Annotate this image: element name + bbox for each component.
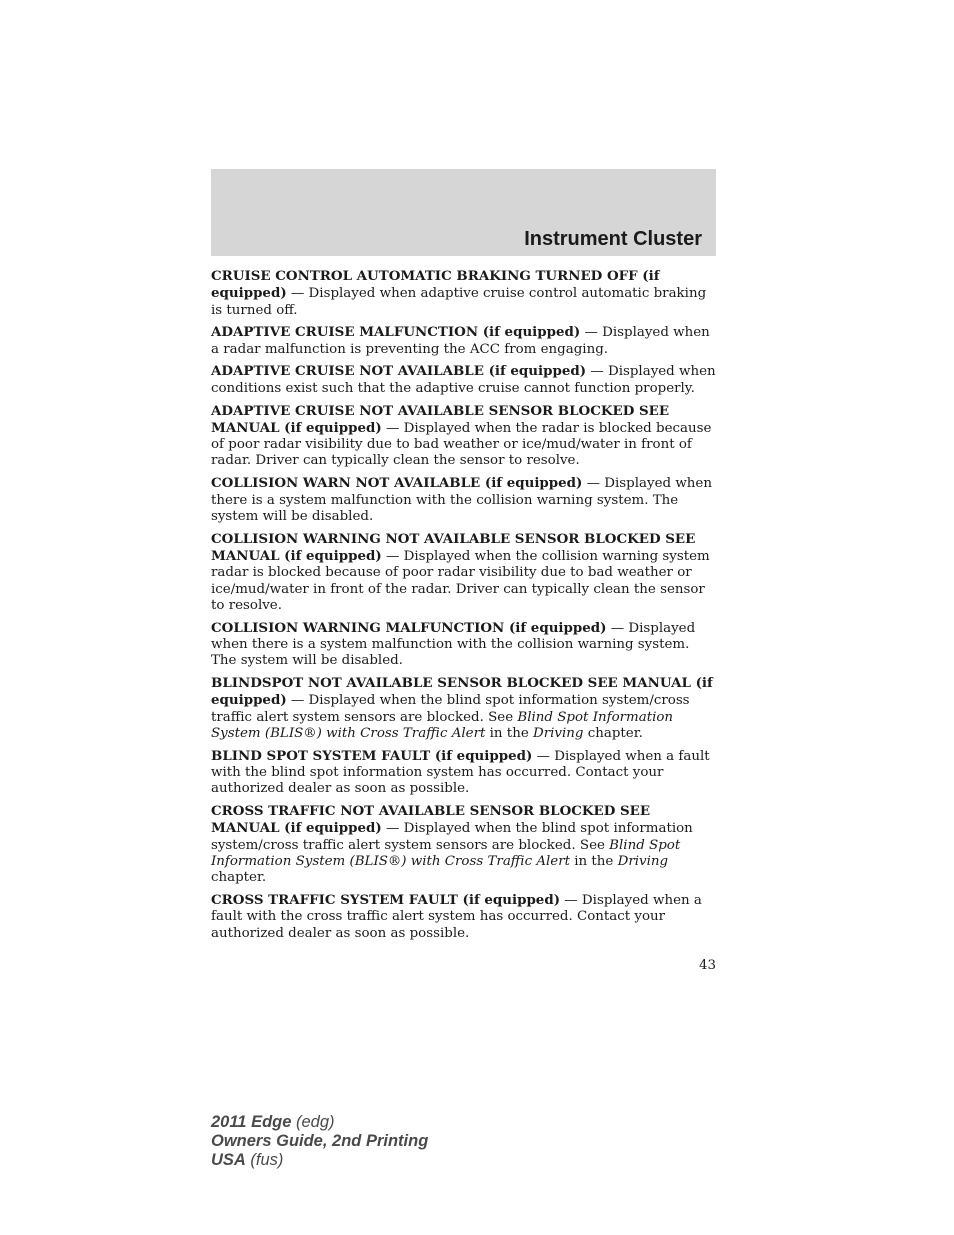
message-entry <box>211 475 716 525</box>
cross-reference-chapter: Driving <box>533 725 584 741</box>
message-description: — Displayed when a fault with the blind spot information system has occurred. Contact your authorized dealer as soon as possible. <box>211 748 710 797</box>
document-footer <box>211 1113 428 1170</box>
message-description: — Displayed when conditions exist such that the adaptive cruise cannot function properly. <box>211 364 716 396</box>
message-term: COLLISION WARNING NOT AVAILABLE SENSOR BLOCKED SEE MANUAL (if equipped) <box>211 530 696 564</box>
message-entry <box>211 892 716 942</box>
message-term: CROSS TRAFFIC SYSTEM FAULT (if equipped) <box>211 892 561 909</box>
message-term: CROSS TRAFFIC NOT AVAILABLE SENSOR BLOCKED SEE MANUAL (if equipped) <box>211 803 651 837</box>
footer-market: USA <box>211 1151 246 1169</box>
message-description: — Displayed when the blind spot information system/cross traffic alert system sensors are blocked. See <box>211 693 690 725</box>
cross-reference-tail: chapter. <box>211 870 267 886</box>
message-entry <box>211 748 716 798</box>
section-header-band <box>211 169 716 256</box>
message-term: BLIND SPOT SYSTEM FAULT (if equipped) <box>211 747 533 764</box>
footer-market-code: (fus) <box>245 1151 284 1169</box>
cross-reference-section: Blind Spot Information System (BLIS®) with Cross Traffic Alert <box>211 709 674 741</box>
message-description: — Displayed when a fault with the cross traffic alert system has occurred. Contact your authorized dealer as soon as possible. <box>211 893 702 941</box>
message-term: ADAPTIVE CRUISE MALFUNCTION (if equipped) <box>211 324 581 341</box>
cross-reference-connector: in the <box>485 725 533 741</box>
message-entry <box>211 620 716 670</box>
footer-model-line <box>211 1113 428 1132</box>
section-title: Instrument Cluster <box>524 228 702 250</box>
message-description: — Displayed when the collision warning system radar is blocked because of poor radar visibility due to bad weather or ice/mud/water in front of the radar. Driver can typically clean the sensor to resolve. <box>211 548 710 613</box>
cross-reference-chapter: Driving <box>617 854 669 869</box>
message-entry <box>211 268 716 319</box>
cross-reference-connector: in the <box>570 854 618 869</box>
page-number: 43 <box>698 958 716 973</box>
message-term: CRUISE CONTROL AUTOMATIC BRAKING TURNED OFF (if equipped) <box>211 268 660 302</box>
message-entry <box>211 363 716 397</box>
cross-reference-section: Blind Spot Information System (BLIS®) with Cross Traffic Alert <box>211 837 681 869</box>
message-term: ADAPTIVE CRUISE NOT AVAILABLE SENSOR BLOCKED SEE MANUAL (if equipped) <box>211 402 670 436</box>
page-content <box>211 268 716 947</box>
message-entry <box>211 531 716 614</box>
footer-edition: Owners Guide, 2nd Printing <box>211 1132 429 1150</box>
message-entry <box>211 324 716 358</box>
message-entry <box>211 403 716 470</box>
message-description: — Displayed when there is a system malfunction with the collision warning system. The system will be disabled. <box>211 620 696 669</box>
footer-edition-line <box>211 1132 428 1151</box>
message-entry <box>211 803 716 886</box>
footer-model: 2011 Edge <box>211 1113 292 1131</box>
message-entry <box>211 675 716 742</box>
cross-reference-tail: chapter. <box>583 725 643 741</box>
footer-market-line <box>211 1151 428 1170</box>
message-term: BLINDSPOT NOT AVAILABLE SENSOR BLOCKED SEE MANUAL (if equipped) <box>211 675 713 709</box>
message-description: — Displayed when adaptive cruise control automatic braking is turned off. <box>211 286 707 318</box>
message-term: ADAPTIVE CRUISE NOT AVAILABLE (if equipped) <box>211 363 587 380</box>
message-term: COLLISION WARN NOT AVAILABLE (if equipped) <box>211 475 583 492</box>
message-term: COLLISION WARNING MALFUNCTION (if equipped) <box>211 619 607 636</box>
footer-model-code: (edg) <box>291 1113 335 1131</box>
message-description: — Displayed when the blind spot information system/cross traffic alert system sensors are blocked. See <box>211 821 693 853</box>
message-description: — Displayed when there is a system malfunction with the collision warning system. The system will be disabled. <box>211 476 712 524</box>
message-description: — Displayed when the radar is blocked because of poor radar visibility due to bad weather or ice/mud/water in front of radar. Driver can typically clean the sensor to resolve. <box>211 420 712 469</box>
message-description: — Displayed when a radar malfunction is preventing the ACC from engaging. <box>211 325 710 357</box>
